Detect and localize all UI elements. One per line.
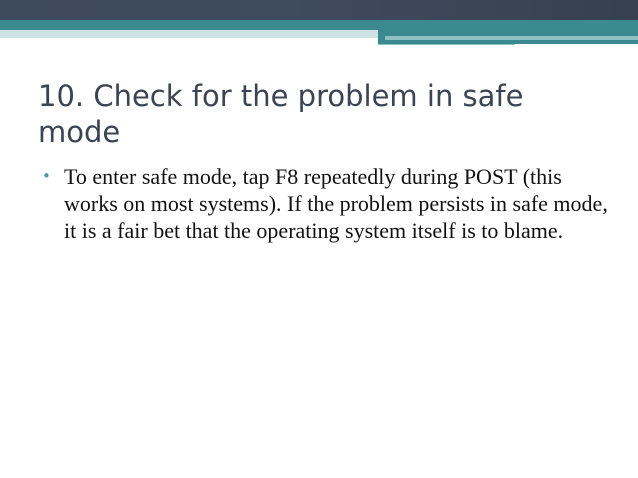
slide-title: 10. Check for the problem in safe mode	[38, 79, 524, 149]
bullet-item	[40, 163, 610, 244]
bullet-marker: •	[42, 167, 51, 185]
header-band-dark	[0, 0, 638, 20]
header-band-light	[0, 30, 378, 38]
header-band-teal	[0, 20, 638, 30]
bullet-text: To enter safe mode, tap F8 repeatedly during POST (this works on most systems). If the problem persists in safe mode, it is a fair bet that the operating system itself is to blame.	[64, 164, 608, 243]
header-band-step-line	[378, 44, 515, 45]
bullet-list	[40, 163, 610, 244]
header-band-step-highlight	[385, 36, 638, 40]
